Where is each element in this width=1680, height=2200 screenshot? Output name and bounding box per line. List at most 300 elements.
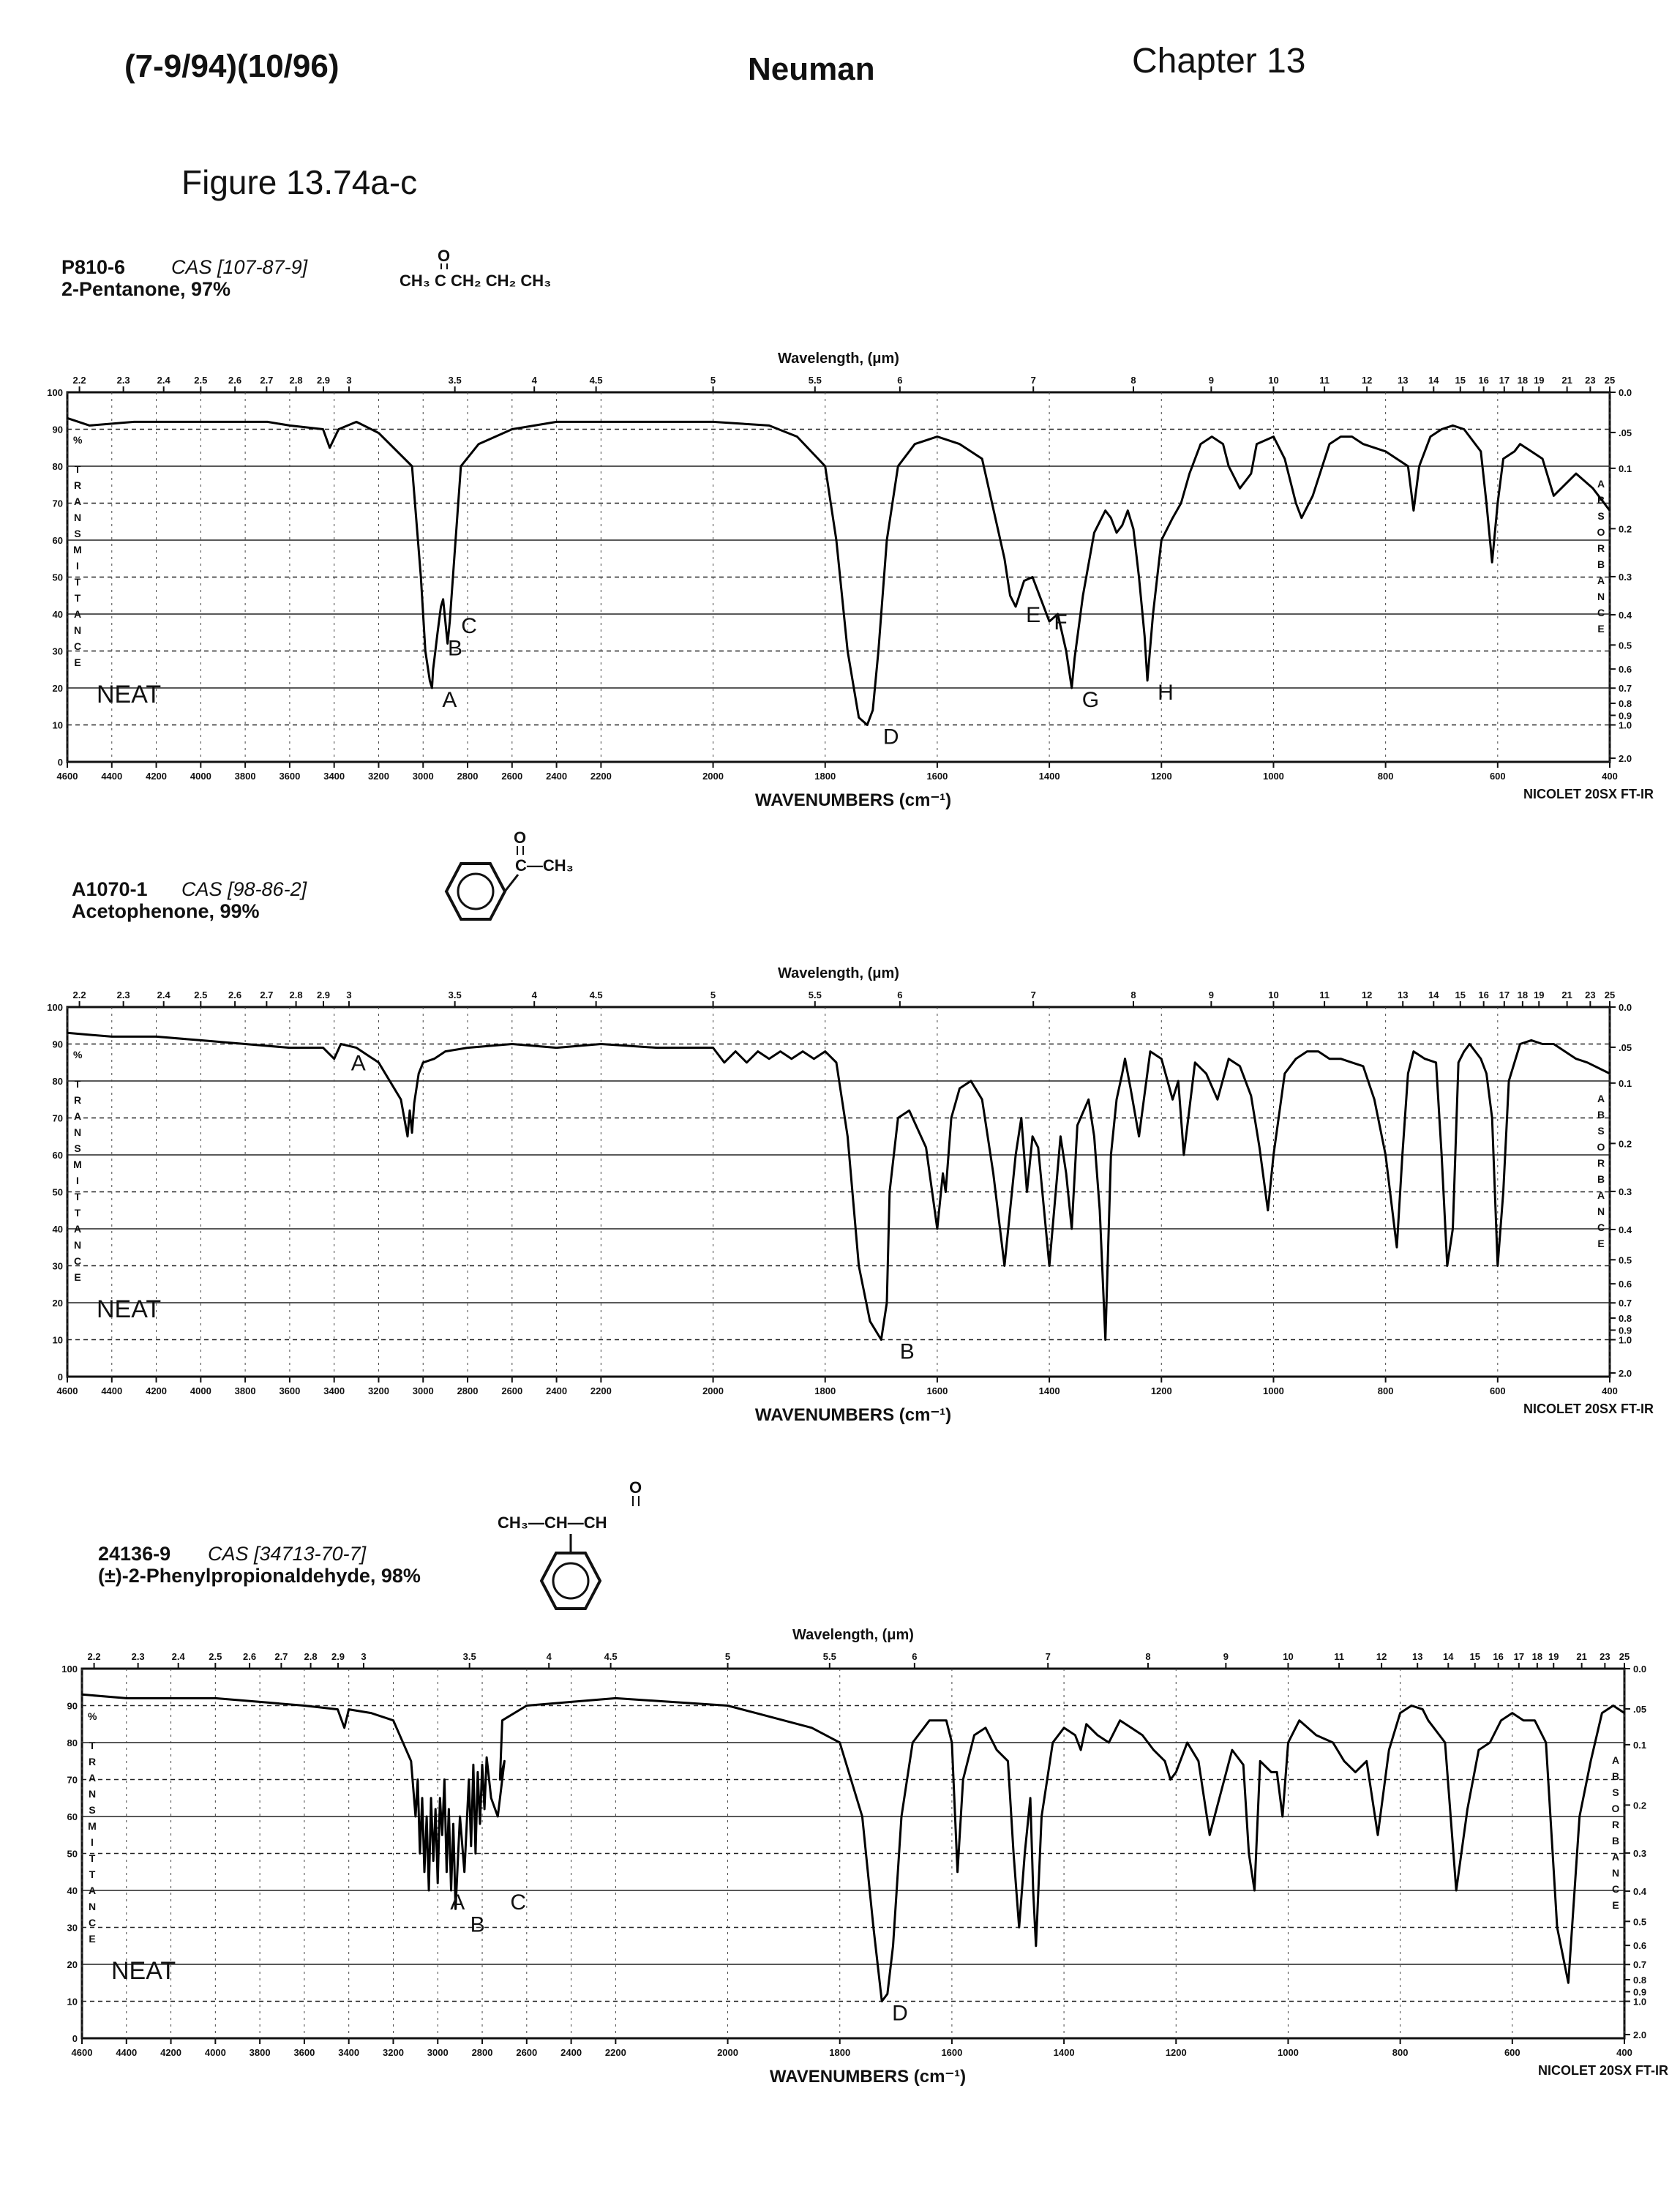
wavenumber-tick-label: 2600 [501, 771, 523, 782]
ir-spectrum-chart [44, 963, 1661, 1446]
wavelength-tick-label: 10 [1268, 989, 1279, 1000]
peak-label-B: B [470, 1912, 485, 1937]
wavenumber-tick-label: 4000 [190, 771, 211, 782]
spectrum-trace [67, 1033, 1610, 1339]
axis-letter: B [1597, 494, 1605, 506]
wavelength-tick-label: 3.5 [462, 1651, 476, 1662]
axis-letter: S [74, 1142, 81, 1154]
absorbance-tick-label: 0.7 [1619, 683, 1632, 695]
header-dates: (7-9/94)(10/96) [124, 48, 340, 84]
wavelength-tick-label: 4 [531, 375, 537, 386]
transmittance-tick-label: 40 [52, 1224, 63, 1235]
wavelength-tick-label: 2.2 [72, 989, 86, 1000]
wavelength-tick-label: 2.6 [228, 375, 242, 386]
wavelength-tick-label: 17 [1499, 989, 1510, 1000]
transmittance-tick-label: 10 [52, 1334, 63, 1346]
axis-letter: A [1611, 1851, 1620, 1863]
wavenumber-tick-label: 1800 [829, 2047, 851, 2058]
wavelength-tick-label: 2.4 [157, 989, 170, 1000]
wavenumber-tick-label: 1800 [814, 771, 836, 782]
wavenumber-tick-label: 400 [1616, 2047, 1632, 2058]
transmittance-tick-label: 60 [52, 535, 63, 546]
wavenumber-tick-label: 1000 [1277, 2047, 1299, 2058]
axis-letter: O [1597, 526, 1605, 538]
transmittance-tick-label: 50 [52, 1186, 63, 1198]
wavenumber-tick-label: 800 [1377, 771, 1394, 782]
absorbance-tick-label: 1.0 [1619, 719, 1632, 731]
wavenumber-tick-label: 2200 [604, 2047, 626, 2058]
wavelength-tick-label: 11 [1334, 1651, 1344, 1662]
axis-letter: B [1597, 1173, 1605, 1185]
wavelength-tick-label: 2.8 [289, 989, 303, 1000]
wavenumber-tick-label: 2200 [590, 1385, 612, 1396]
axis-letter: T [74, 1191, 81, 1202]
axis-letter: T [74, 576, 81, 588]
transmittance-tick-label: 30 [52, 1260, 63, 1272]
transmittance-tick-label: 80 [67, 1737, 78, 1748]
peak-label-A: A [450, 1890, 465, 1915]
wavelength-tick-label: 14 [1443, 1651, 1454, 1662]
axis-letter: E [1597, 1238, 1605, 1249]
wavenumber-tick-label: 4400 [101, 771, 123, 782]
axis-letter: N [88, 1788, 97, 1800]
axis-letter: N [1597, 1205, 1605, 1217]
absorbance-tick-label: 0.1 [1619, 463, 1632, 474]
wavelength-tick-label: 12 [1376, 1651, 1387, 1662]
wavenumber-tick-label: 4000 [190, 1385, 211, 1396]
axis-letter: N [73, 624, 82, 636]
axis-letter: R [1597, 1157, 1605, 1169]
wavenumber-tick-label: 3600 [279, 1385, 301, 1396]
axis-letter: T [89, 1852, 96, 1864]
axis-letter: I [76, 560, 79, 572]
transmittance-tick-label: 50 [67, 1848, 78, 1860]
wavenumber-tick-label: 3400 [323, 771, 345, 782]
spectrum-2-info [72, 878, 307, 922]
cas-number: CAS [107-87-9] [171, 256, 308, 278]
absorbance-tick-label: 0.1 [1633, 1739, 1647, 1751]
wavelength-tick-label: 18 [1517, 989, 1529, 1000]
wavelength-tick-label: 4.5 [604, 1651, 618, 1662]
spectrum-2 [44, 963, 1661, 1446]
wavelength-tick-label: 25 [1604, 375, 1616, 386]
wavelength-tick-label: 2.3 [131, 1651, 145, 1662]
wavelength-tick-label: 19 [1548, 1651, 1559, 1662]
wavelength-tick-label: 3 [346, 989, 352, 1000]
transmittance-tick-label: 100 [61, 1664, 78, 1675]
axis-letter: I [91, 1836, 94, 1848]
catalog-number: P810-6 [61, 256, 126, 278]
wavelength-tick-label: 2.6 [228, 989, 242, 1000]
absorbance-tick-label: 0.3 [1633, 1847, 1647, 1859]
axis-letter: C [1597, 607, 1605, 618]
absorbance-tick-label: .05 [1619, 427, 1632, 438]
wavelength-tick-label: 12 [1361, 989, 1373, 1000]
spectrum-trace [82, 1694, 1624, 2001]
wavenumber-tick-label: 3400 [323, 1385, 345, 1396]
carbonyl-bond [517, 846, 524, 855]
wavelength-tick-label: 2.9 [316, 375, 331, 386]
wavelength-tick-label: 10 [1268, 375, 1279, 386]
transmittance-axis-label [73, 1078, 82, 1283]
carbonyl-oxygen: O [438, 247, 451, 265]
wavelength-tick-label: 5 [710, 989, 716, 1000]
axis-letter: S [89, 1804, 96, 1816]
header-author: Neuman [748, 51, 875, 87]
wavelength-tick-label: 9 [1208, 989, 1214, 1000]
percent-label: % [73, 434, 83, 446]
wavelength-tick-label: 5 [710, 375, 716, 386]
axis-letter: A [73, 495, 82, 507]
wavenumber-tick-label: 2200 [590, 771, 612, 782]
axis-letter: A [1611, 1754, 1620, 1766]
axis-letter: T [89, 1868, 96, 1880]
wavelength-tick-label: 21 [1561, 989, 1572, 1000]
absorbance-tick-label: 0.7 [1619, 1298, 1632, 1309]
absorbance-tick-label: .05 [1633, 1703, 1647, 1715]
wavelength-tick-label: 11 [1319, 989, 1330, 1000]
peak-label-A: A [442, 688, 457, 712]
absorbance-tick-label: 0.6 [1633, 1940, 1647, 1952]
wavenumber-tick-label: 3600 [293, 2047, 315, 2058]
peak-label-B: B [899, 1339, 915, 1364]
wavelength-tick-label: 13 [1411, 1651, 1423, 1662]
wavelength-tick-label: 14 [1428, 989, 1439, 1000]
wavenumber-tick-label: 4600 [71, 2047, 93, 2058]
wavelength-tick-label: 5.5 [808, 375, 822, 386]
wavelength-tick-label: 15 [1455, 375, 1466, 386]
absorbance-tick-label: 0.4 [1619, 1224, 1632, 1235]
transmittance-tick-label: 20 [52, 683, 63, 694]
wavelength-tick-label: 11 [1319, 375, 1330, 386]
wavelength-tick-label: 2.2 [72, 375, 86, 386]
transmittance-tick-label: 90 [52, 1039, 63, 1050]
instrument-label: NICOLET 20SX FT-IR [1523, 787, 1654, 801]
axis-letter: A [1597, 575, 1605, 586]
wavenumber-tick-label: 4200 [146, 771, 168, 782]
compound-name: 2-Pentanone, 97% [61, 278, 231, 300]
absorbance-tick-label: 0.4 [1619, 609, 1632, 621]
transmittance-tick-label: 90 [52, 424, 63, 435]
compound-name: (±)-2-Phenylpropionaldehyde, 98% [98, 1565, 421, 1587]
sample-label: NEAT [97, 681, 162, 709]
axis-letter: A [1597, 478, 1605, 490]
axis-letter: A [73, 608, 82, 620]
catalog-number: A1070-1 [72, 878, 148, 900]
wavenumber-tick-label: 1800 [814, 1385, 836, 1396]
spectrum-3 [59, 1625, 1676, 2108]
cas-number: CAS [34713-70-7] [208, 1543, 367, 1565]
axis-letter: R [73, 1094, 82, 1106]
peak-label-C: C [510, 1890, 527, 1915]
axis-letter: C [88, 1917, 97, 1928]
transmittance-tick-label: 60 [52, 1150, 63, 1161]
transmittance-tick-label: 50 [52, 572, 63, 583]
wavenumber-tick-label: 400 [1602, 771, 1618, 782]
wavenumber-axis-label: WAVENUMBERS (cm⁻¹) [754, 790, 952, 810]
wavelength-tick-label: 2.8 [304, 1651, 318, 1662]
instrument-label: NICOLET 20SX FT-IR [1523, 1402, 1654, 1416]
transmittance-tick-label: 20 [52, 1298, 63, 1309]
axis-letter: S [1597, 510, 1605, 522]
wavenumber-tick-label: 3200 [383, 2047, 404, 2058]
wavelength-tick-label: 4.5 [589, 989, 603, 1000]
wavelength-tick-label: 14 [1428, 375, 1439, 386]
absorbance-tick-label: 0.2 [1633, 1800, 1647, 1811]
wavenumber-tick-label: 3200 [368, 1385, 389, 1396]
wavelength-tick-label: 2.3 [116, 989, 130, 1000]
percent-label: % [88, 1710, 97, 1722]
wavenumber-tick-label: 1600 [926, 771, 948, 782]
wavenumber-tick-label: 3000 [412, 1385, 434, 1396]
axis-letter: M [73, 1159, 82, 1170]
wavelength-tick-label: 7 [1030, 989, 1036, 1000]
wavelength-tick-label: 8 [1145, 1651, 1151, 1662]
peak-label-E: E [1026, 602, 1041, 627]
transmittance-tick-label: 0 [72, 2033, 78, 2044]
axis-letter: S [1612, 1786, 1619, 1798]
axis-letter: E [1612, 1899, 1619, 1911]
axis-letter: R [88, 1756, 97, 1767]
wavenumber-axis-label: WAVENUMBERS (cm⁻¹) [754, 1405, 952, 1425]
wavelength-tick-label: 9 [1223, 1651, 1229, 1662]
percent-label: % [73, 1049, 83, 1060]
wavenumber-tick-label: 2800 [457, 1385, 479, 1396]
wavenumber-tick-label: 400 [1602, 1385, 1618, 1396]
wavelength-tick-label: 6 [912, 1651, 918, 1662]
formula-text: CH₃ C CH₂ CH₂ CH₃ [400, 272, 552, 290]
spectrum-1 [44, 348, 1661, 831]
wavelength-tick-label: 3.5 [448, 989, 462, 1000]
wavelength-tick-label: 15 [1455, 989, 1466, 1000]
wavelength-tick-label: 2.9 [331, 1651, 345, 1662]
wavelength-tick-label: 16 [1478, 989, 1489, 1000]
wavenumber-tick-label: 3200 [368, 771, 389, 782]
wavelength-tick-label: 2.7 [274, 1651, 288, 1662]
structure-2 [424, 828, 600, 944]
wavelength-axis-label: Wavelength, (μm) [792, 1627, 914, 1643]
wavelength-tick-label: 8 [1130, 989, 1136, 1000]
absorbance-tick-label: 0.9 [1619, 710, 1632, 722]
wavelength-tick-label: 3 [346, 375, 352, 386]
wavelength-tick-label: 2.5 [194, 989, 208, 1000]
absorbance-tick-label: 0.2 [1619, 1138, 1632, 1150]
transmittance-tick-label: 100 [47, 387, 63, 398]
axis-letter: T [74, 1078, 81, 1090]
axis-letter: A [1597, 1189, 1605, 1201]
axis-letter: C [1611, 1883, 1620, 1895]
transmittance-tick-label: 80 [52, 1076, 63, 1087]
axis-letter: N [73, 512, 82, 523]
wavelength-tick-label: 2.4 [157, 375, 170, 386]
absorbance-tick-label: 0.3 [1619, 1186, 1632, 1197]
absorbance-tick-label: 2.0 [1619, 752, 1632, 764]
transmittance-tick-label: 30 [67, 1922, 78, 1934]
transmittance-tick-label: 70 [52, 1112, 63, 1124]
wavelength-tick-label: 17 [1513, 1651, 1525, 1662]
wavenumber-tick-label: 4200 [146, 1385, 168, 1396]
wavelength-tick-label: 6 [897, 375, 903, 386]
wavelength-tick-label: 13 [1397, 989, 1409, 1000]
axis-letter: C [1597, 1221, 1605, 1233]
wavelength-tick-label: 3.5 [448, 375, 462, 386]
absorbance-tick-label: 0.7 [1633, 1959, 1647, 1971]
wavenumber-tick-label: 3800 [234, 771, 256, 782]
wavelength-tick-label: 13 [1397, 375, 1409, 386]
wavelength-tick-label: 18 [1517, 375, 1529, 386]
peak-label-B: B [447, 636, 463, 661]
transmittance-tick-label: 40 [52, 609, 63, 620]
absorbance-tick-label: 0.8 [1633, 1974, 1647, 1986]
absorbance-axis-label [1597, 1093, 1605, 1249]
axis-letter: B [1597, 1109, 1605, 1120]
absorbance-tick-label: 1.0 [1619, 1334, 1632, 1346]
axis-letter: A [73, 1110, 82, 1122]
absorbance-tick-label: 2.0 [1633, 2029, 1647, 2040]
wavelength-tick-label: 4 [531, 989, 537, 1000]
wavelength-tick-label: 2.8 [289, 375, 303, 386]
formula-text: C—CH₃ [515, 856, 574, 875]
axis-letter: T [74, 1207, 81, 1219]
structure-3 [498, 1478, 673, 1625]
absorbance-tick-label: 0.5 [1633, 1916, 1647, 1928]
wavelength-tick-label: 25 [1619, 1651, 1630, 1662]
wavenumber-tick-label: 2000 [702, 771, 724, 782]
wavenumber-tick-label: 1400 [1053, 2047, 1075, 2058]
wavenumber-tick-label: 800 [1392, 2047, 1409, 2058]
axis-letter: T [74, 592, 81, 604]
instrument-label: NICOLET 20SX FT-IR [1537, 2063, 1668, 2078]
sample-label: NEAT [97, 1295, 162, 1324]
wavenumber-tick-label: 3000 [427, 2047, 449, 2058]
axis-letter: A [88, 1885, 97, 1896]
absorbance-tick-label: 0.6 [1619, 1279, 1632, 1290]
wavenumber-tick-label: 4400 [116, 2047, 138, 2058]
peak-label-A: A [350, 1051, 366, 1076]
wavenumber-tick-label: 1400 [1038, 1385, 1060, 1396]
benzene-ring-icon [498, 1478, 673, 1625]
wavenumber-axis-label: WAVENUMBERS (cm⁻¹) [769, 2067, 967, 2087]
transmittance-axis-label [88, 1740, 97, 1945]
plot-frame [67, 392, 1610, 762]
axis-letter: E [74, 656, 81, 668]
wavelength-tick-label: 3 [361, 1651, 367, 1662]
axis-letter: A [73, 1223, 82, 1235]
absorbance-axis-label [1612, 1754, 1620, 1911]
wavenumber-tick-label: 4000 [204, 2047, 226, 2058]
carbonyl-oxygen: O [629, 1478, 642, 1497]
header-chapter: Chapter 13 [1132, 42, 1306, 81]
cas-number: CAS [98-86-2] [181, 878, 307, 900]
wavelength-tick-label: 10 [1283, 1651, 1294, 1662]
wavelength-tick-label: 16 [1478, 375, 1489, 386]
axis-letter: E [74, 1271, 81, 1283]
axis-letter: N [73, 1239, 82, 1251]
absorbance-tick-label: 0.6 [1619, 664, 1632, 676]
wavelength-tick-label: 2.6 [243, 1651, 257, 1662]
wavenumber-tick-label: 1600 [941, 2047, 963, 2058]
wavenumber-tick-label: 1200 [1150, 1385, 1172, 1396]
wavenumber-tick-label: 2800 [457, 771, 479, 782]
wavenumber-tick-label: 1400 [1038, 771, 1060, 782]
peak-label-F: F [1054, 610, 1068, 635]
peak-label-D: D [892, 2001, 908, 2026]
ir-spectrum-chart [59, 1625, 1676, 2108]
wavenumber-tick-label: 3800 [249, 2047, 271, 2058]
axis-letter: B [1597, 558, 1605, 570]
absorbance-tick-label: 0.3 [1619, 571, 1632, 583]
wavelength-axis-label: Wavelength, (μm) [778, 965, 899, 981]
wavelength-tick-label: 2.3 [116, 375, 130, 386]
transmittance-tick-label: 30 [52, 646, 63, 657]
peak-label-H: H [1158, 680, 1174, 705]
wavelength-tick-label: 16 [1493, 1651, 1504, 1662]
axis-letter: O [1611, 1803, 1620, 1814]
wavenumber-tick-label: 4600 [56, 1385, 78, 1396]
absorbance-tick-label: 0.5 [1619, 1254, 1632, 1266]
peak-label-G: G [1081, 688, 1100, 712]
absorbance-tick-label: 0.0 [1619, 387, 1632, 398]
axis-letter: S [74, 528, 81, 539]
absorbance-tick-label: 0.8 [1619, 1312, 1632, 1324]
wavenumber-tick-label: 800 [1377, 1385, 1394, 1396]
wavelength-tick-label: 4 [546, 1651, 552, 1662]
axis-letter: T [74, 463, 81, 475]
ir-spectrum-chart [44, 348, 1661, 831]
wavelength-tick-label: 23 [1585, 375, 1596, 386]
wavelength-tick-label: 2.9 [316, 989, 331, 1000]
wavenumber-tick-label: 600 [1489, 1385, 1506, 1396]
transmittance-tick-label: 80 [52, 461, 63, 472]
axis-letter: A [88, 1772, 97, 1784]
axis-letter: M [73, 544, 82, 555]
sample-label: NEAT [111, 1957, 176, 1986]
wavelength-tick-label: 18 [1531, 1651, 1543, 1662]
wavelength-tick-label: 6 [897, 989, 903, 1000]
formula-text: CH₃—CH—CH [498, 1514, 607, 1532]
axis-letter: N [1611, 1867, 1620, 1879]
axis-letter: E [1597, 623, 1605, 635]
wavenumber-tick-label: 1000 [1262, 1385, 1284, 1396]
absorbance-tick-label: .05 [1619, 1041, 1632, 1053]
wavelength-tick-label: 17 [1499, 375, 1510, 386]
wavelength-tick-label: 4.5 [589, 375, 603, 386]
wavenumber-tick-label: 1600 [926, 1385, 948, 1396]
transmittance-tick-label: 10 [67, 1996, 78, 2008]
absorbance-tick-label: 0.9 [1633, 1986, 1647, 1998]
wavelength-tick-label: 2.5 [209, 1651, 222, 1662]
carbonyl-bond [440, 263, 448, 269]
wavelength-tick-label: 5.5 [822, 1651, 836, 1662]
wavelength-tick-label: 23 [1600, 1651, 1610, 1662]
wavenumber-tick-label: 2000 [702, 1385, 724, 1396]
absorbance-tick-label: 0.5 [1619, 640, 1632, 651]
wavenumber-tick-label: 1000 [1262, 771, 1284, 782]
wavenumber-tick-label: 4400 [101, 1385, 123, 1396]
axis-letter: M [88, 1820, 97, 1832]
wavenumber-tick-label: 4600 [56, 771, 78, 782]
wavelength-tick-label: 23 [1585, 989, 1596, 1000]
axis-letter: B [1611, 1770, 1620, 1782]
axis-letter: I [76, 1175, 79, 1186]
wavelength-tick-label: 7 [1030, 375, 1036, 386]
transmittance-tick-label: 90 [67, 1700, 78, 1712]
spectrum-3-info [98, 1543, 421, 1587]
wavelength-axis-label: Wavelength, (μm) [778, 351, 899, 367]
absorbance-tick-label: 0.1 [1619, 1077, 1632, 1089]
axis-letter: S [1597, 1125, 1605, 1137]
wavelength-tick-label: 15 [1469, 1651, 1480, 1662]
